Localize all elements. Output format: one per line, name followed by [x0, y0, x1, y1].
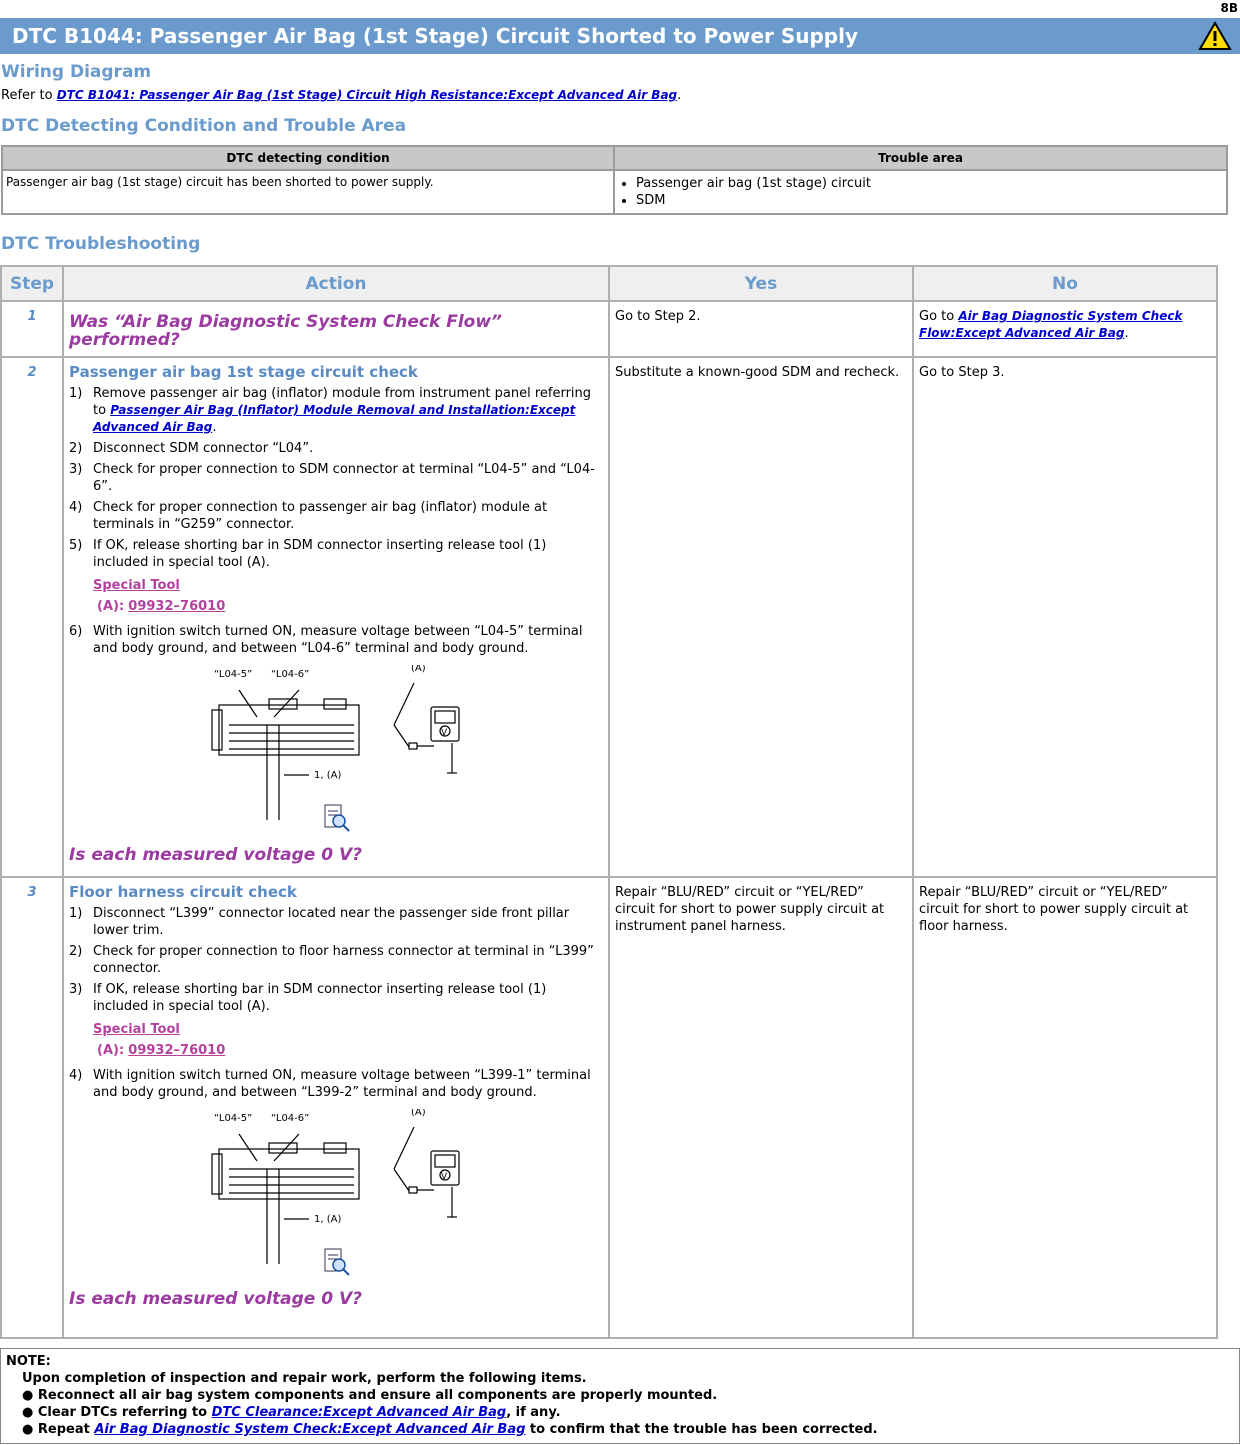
step2-no: Go to Step 3. [913, 357, 1217, 877]
diagram-label: 1, (A) [314, 770, 342, 781]
diagram-label: “L04-5” [214, 1113, 253, 1124]
special-tool: Special Tool (A): 09932–76010 [93, 1021, 603, 1059]
step2-item: 6) With ignition switch turned ON, measure voltage between “L04-5” terminal and body ground, and between “L04-6” terminal and body ground. [69, 624, 583, 656]
detecting-condition-header: DTC detecting condition [2, 146, 614, 170]
trouble-area-cell [614, 170, 1227, 214]
step3-subtitle: Floor harness circuit check [69, 883, 297, 901]
action-header: Action [63, 266, 609, 301]
diagram-label: “L04-6” [271, 1113, 310, 1124]
tool-code-link[interactable]: 09932–76010 [128, 599, 226, 614]
warning-icon [1198, 21, 1232, 51]
step2-item: 4) Check for proper connection to passenger air bag (inflator) module at terminals in “G259” connector. [69, 500, 548, 532]
section-code: 8B [1220, 1, 1238, 15]
step3-action [63, 877, 609, 1338]
note-item: ● Clear DTCs referring to DTC Clearance:Except Advanced Air Bag, if any. [22, 1405, 561, 1420]
zoom-icon[interactable] [325, 805, 349, 831]
troubleshooting-table [0, 265, 1218, 1339]
diagram-label: (A) [411, 665, 426, 674]
diagram-label: 1, (A) [314, 1214, 342, 1225]
diagram-label: (A) [411, 1109, 426, 1118]
connector-diagram-svg [69, 1109, 609, 1289]
step3-item: 1) Disconnect “L399” connector located near the passenger side front pillar lower trim. [69, 906, 570, 938]
diagram-label: V [441, 728, 448, 738]
special-tool-link[interactable]: Special Tool [93, 1022, 180, 1037]
step-number: 2 [1, 357, 63, 877]
dtc-b1041-link[interactable]: DTC B1041: Passenger Air Bag (1st Stage) Circuit High Resistance:Except Advanced Air Bag [56, 88, 678, 102]
connector-diagram [69, 1109, 603, 1289]
detecting-condition-cell: Passenger air bag (1st stage) circuit has been shorted to power supply. [2, 170, 614, 214]
connector-diagram [69, 665, 603, 845]
diagram-label: “L04-5” [214, 669, 253, 680]
step3-item: 2) Check for proper connection to floor harness connector at terminal in “L399” connector. [69, 944, 594, 976]
step3-no: Repair “BLU/RED” circuit or “YEL/RED” circuit for short to power supply circuit at floor harness. [913, 877, 1217, 1338]
step1-no: Go to Air Bag Diagnostic System Check Flow:Except Advanced Air Bag. [913, 301, 1217, 357]
tool-code-link[interactable]: 09932–76010 [128, 1043, 226, 1058]
step-number: 3 [1, 877, 63, 1338]
diagram-label: V [441, 1172, 448, 1182]
step1-no-prefix: Go to [919, 309, 959, 324]
connector-diagram-svg [69, 665, 609, 845]
trouble-area-item: • Passenger air bag (1st stage) circuit [636, 175, 1223, 192]
step2-yes: Substitute a known-good SDM and recheck. [609, 357, 913, 877]
detecting-heading: DTC Detecting Condition and Trouble Area [1, 116, 407, 136]
step2-item: 1) Remove passenger air bag (inflator) module from instrument panel referring to Passenger Air Bag (Inflator) Module Removal and Installation:Except Advanced Air Bag. [69, 386, 592, 435]
detecting-table [1, 145, 1228, 215]
wiring-refer: Refer to DTC B1041: Passenger Air Bag (1st Stage) Circuit High Resistance:Except Advanced Air Bag. [1, 88, 682, 103]
note-item: ● Reconnect all air bag system components and ensure all components are properly mounted. [22, 1388, 718, 1403]
trouble-area-item: • SDM [636, 192, 1223, 209]
step2-subtitle: Passenger air bag 1st stage circuit check [69, 363, 418, 381]
dtc-clearance-link[interactable]: DTC Clearance:Except Advanced Air Bag [211, 1405, 507, 1420]
yes-header: Yes [609, 266, 913, 301]
zoom-icon[interactable] [325, 1249, 349, 1275]
page-title-bar [0, 18, 1240, 54]
step3-yes: Repair “BLU/RED” circuit or “YEL/RED” circuit for short to power supply circuit at instrument panel harness. [609, 877, 913, 1338]
troubleshooting-heading: DTC Troubleshooting [1, 234, 201, 254]
trouble-area-header: Trouble area [614, 146, 1227, 170]
step-number: 1 [1, 301, 63, 357]
diagram-label: “L04-6” [271, 669, 310, 680]
step2-action [63, 357, 609, 877]
step1-yes: Go to Step 2. [609, 301, 913, 357]
system-check-link[interactable]: Air Bag Diagnostic System Check:Except Advanced Air Bag [94, 1422, 526, 1437]
page-title: DTC B1044: Passenger Air Bag (1st Stage) Circuit Shorted to Power Supply [12, 24, 859, 48]
note-label: NOTE: [6, 1354, 51, 1369]
note-box [0, 1348, 1240, 1444]
step1-question: Was “Air Bag Diagnostic System Check Flow” performed? [69, 312, 503, 350]
step2-item: 3) Check for proper connection to SDM connector at terminal “L04-5” and “L04-6”. [69, 462, 595, 494]
step2-item: 2) Disconnect SDM connector “L04”. [69, 441, 314, 456]
note-intro: Upon completion of inspection and repair work, perform the following items. [22, 1371, 587, 1386]
special-tool: Special Tool (A): 09932–76010 [93, 577, 603, 615]
air-bag-check-flow-link[interactable]: Air Bag Diagnostic System Check Flow:Except Advanced Air Bag [919, 309, 1183, 340]
step3-item: 4) With ignition switch turned ON, measure voltage between “L399-1” terminal and body ground, and between “L399-2” terminal and body ground. [69, 1068, 591, 1100]
step3-question: Is each measured voltage 0 V? [69, 1289, 362, 1309]
no-header: No [913, 266, 1217, 301]
step2-item: 5) If OK, release shorting bar in SDM connector inserting release tool (1) included in special tool (A). [69, 538, 547, 570]
note-item: ● Repeat Air Bag Diagnostic System Check:Except Advanced Air Bag to confirm that the trouble has been corrected. [22, 1422, 878, 1437]
step2-question: Is each measured voltage 0 V? [69, 845, 362, 865]
special-tool-link[interactable]: Special Tool [93, 578, 180, 593]
wiring-refer-prefix: Refer to [1, 88, 57, 103]
step3-item: 3) If OK, release shorting bar in SDM connector inserting release tool (1) included in special tool (A). [69, 982, 547, 1014]
wiring-diagram-heading: Wiring Diagram [1, 62, 152, 82]
step-header: Step [1, 266, 63, 301]
inflator-module-removal-link[interactable]: Passenger Air Bag (Inflator) Module Removal and Installation:Except Advanced Air Bag [93, 403, 576, 434]
